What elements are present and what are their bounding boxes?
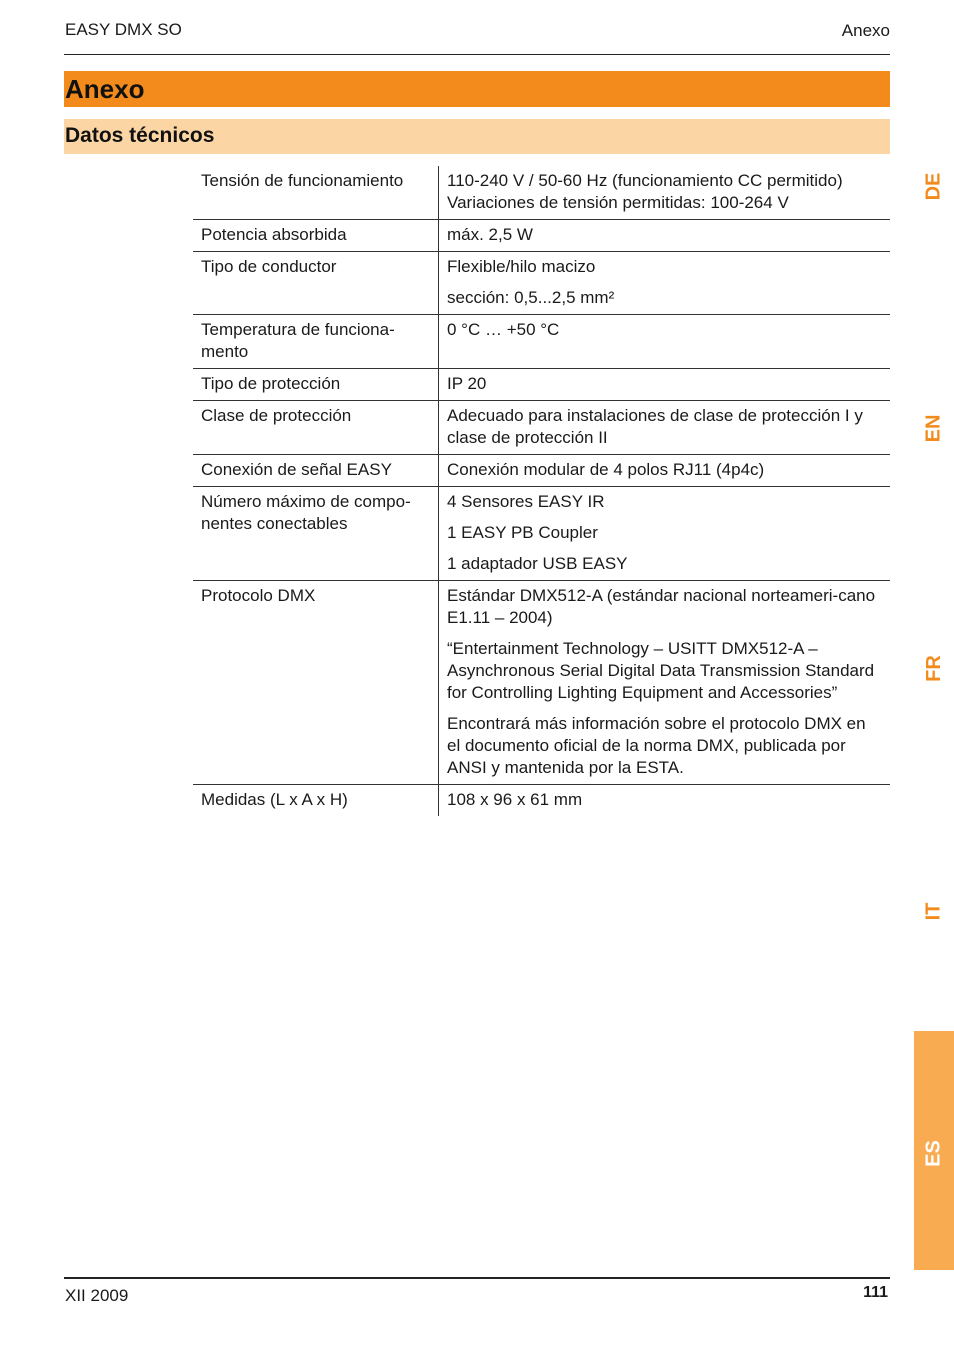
spec-value: IP 20 [447,374,487,393]
spec-label: Tensión de funcionamiento [193,166,439,220]
spec-value: Flexible/hilo macizo sección: 0,5...2,5 mm² [447,257,615,307]
spec-value: Conexión modular de 4 polos RJ11 (4p4c) [447,460,765,479]
table-row [193,166,890,220]
running-header-section: Anexo [841,21,890,40]
table-row [193,369,890,401]
spec-value: 108 x 96 x 61 mm [447,790,583,809]
spec-label: Tipo de conductor [193,252,439,315]
spec-value: 110-240 V / 50-60 Hz (funcionamiento CC permitido) Variaciones de tensión permitidas: 100-264 V [447,171,843,212]
language-tab-fr[interactable]: FR [922,655,945,682]
language-tab-it[interactable]: IT [922,902,945,921]
table-row [193,581,890,785]
table-row [193,455,890,487]
table-row [193,252,890,315]
header-divider [64,54,890,55]
running-header-title: EASY DMX SO [65,20,182,39]
language-tab-de[interactable]: DE [922,172,945,201]
spec-value: máx. 2,5 W [447,225,533,244]
spec-label: Protocolo DMX [193,581,439,785]
spec-value: 0 °C … +50 °C [447,320,560,339]
subsection-title-bar [64,119,890,154]
table-row [193,315,890,369]
page-number: 111 [863,1284,888,1301]
spec-value: Estándar DMX512-A (estándar nacional norteameri-cano E1.11 – 2004) “Entertainment Technology – USITT DMX512-A – Asynchronous Serial Digital Data Transmission Standard for Controlling Lighting Equipment and Accessories” Encontrará más información sobre el protocolo DMX en el documento oficial de la norma DMX, publicada por ANSI y mantenida por la ESTA. [447,586,876,777]
technical-data-table [193,166,890,816]
spec-label: Tipo de protección [193,369,439,401]
table-row [193,220,890,252]
spec-value: 4 Sensores EASY IR 1 EASY PB Coupler 1 adaptador USB EASY [447,492,628,573]
table-row [193,401,890,455]
spec-label: Medidas (L x A x H) [193,785,439,817]
spec-label: Número máximo de compo-nentes conectables [193,487,439,581]
spec-label: Temperatura de funciona-mento [193,315,439,369]
language-tab-es[interactable]: ES [914,1031,954,1270]
spec-value: Adecuado para instalaciones de clase de protección I y clase de protección II [447,406,863,447]
table-row [193,487,890,581]
section-title-bar [64,71,890,107]
spec-label: Conexión de señal EASY [193,455,439,487]
spec-label: Potencia absorbida [193,220,439,252]
footer-divider [64,1277,890,1279]
table-row [193,785,890,817]
language-tab-en[interactable]: EN [922,414,945,443]
spec-label: Clase de protección [193,401,439,455]
footer-date: XII 2009 [65,1286,129,1305]
subsection-title: Datos técnicos [65,124,215,147]
section-title: Anexo [65,74,145,104]
